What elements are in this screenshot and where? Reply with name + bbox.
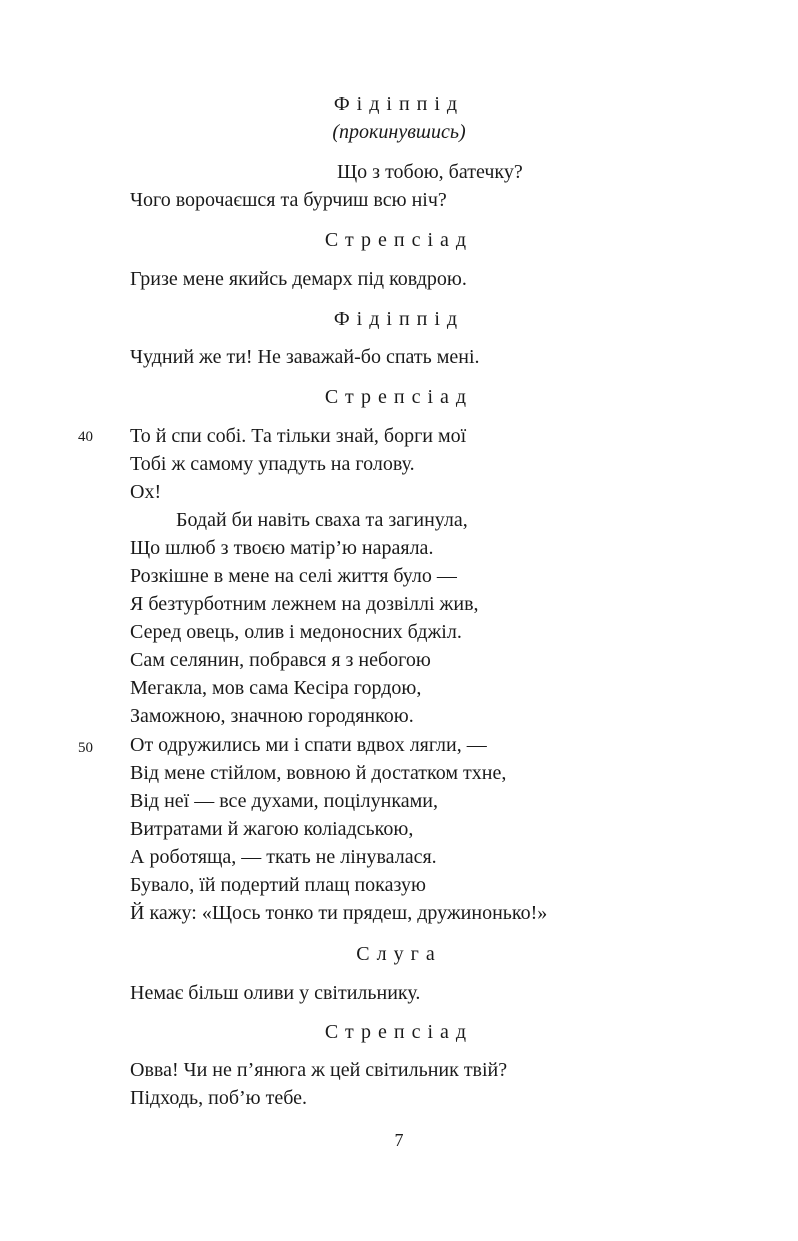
verse-line: Гризе мене якийсь демарх під ковдрою. bbox=[130, 268, 467, 290]
verse-line: Чудний же ти! Не заважай-бо спать мені. bbox=[130, 346, 480, 368]
verse-line: Немає більш оливи у світильнику. bbox=[130, 982, 421, 1004]
verse-line: А роботяща, — ткать не лінувалася. bbox=[130, 846, 437, 868]
verse-line: Сам селянин, побрався я з небогою bbox=[130, 649, 431, 671]
verse-line: От одружились ми і спати вдвох лягли, — bbox=[130, 734, 487, 756]
verse-line: Овва! Чи не п’янюга ж цей світильник твій? bbox=[130, 1059, 508, 1081]
verse-line: Від мене стійлом, вовною й достатком тхне, bbox=[130, 762, 507, 784]
verse-line: Бувало, їй подертий плащ показую bbox=[130, 874, 426, 896]
verse-line: Бодай би навіть сваха та загинула, bbox=[176, 509, 468, 531]
speaker-strepsiad: Стрепсіад bbox=[324, 1021, 474, 1043]
page-number: 7 bbox=[394, 1130, 404, 1150]
verse-line: Що шлюб з твоєю матір’ю нараяла. bbox=[130, 537, 434, 559]
verse-line: Ох! bbox=[130, 481, 162, 503]
speaker-fidippid: Фідіппід bbox=[333, 308, 465, 330]
verse-line: Я безтурботним лежнем на дозвіллі жив, bbox=[130, 593, 479, 615]
line-number-40: 40 bbox=[78, 429, 93, 445]
verse-line: Від неї — все духами, поцілунками, bbox=[130, 790, 438, 812]
speaker-strepsiad: Стрепсіад bbox=[324, 386, 474, 408]
line-number-50: 50 bbox=[78, 740, 93, 756]
verse-line: Чого ворочаєшся та бурчиш всю ніч? bbox=[130, 189, 447, 211]
verse-line: Розкішне в мене на селі життя було — bbox=[130, 565, 457, 587]
verse-line: Серед овець, олив і медоносних бджіл. bbox=[130, 621, 462, 643]
speaker-fidippid: Фідіппід bbox=[333, 93, 465, 115]
verse-line: Й кажу: «Щось тонко ти прядеш, дружинонько!» bbox=[130, 902, 548, 924]
verse-line: Тобі ж самому упадуть на голову. bbox=[130, 453, 415, 475]
verse-line: Що з тобою, батечку? bbox=[337, 161, 523, 183]
speaker-strepsiad: Стрепсіад bbox=[324, 229, 474, 251]
verse-line: Заможною, значною городянкою. bbox=[130, 705, 414, 727]
speaker-sluga: Слуга bbox=[356, 943, 442, 965]
stage-direction: (прокинувшись) bbox=[332, 121, 466, 143]
verse-line: Мегакла, мов сама Кесіра гордою, bbox=[130, 677, 422, 699]
verse-line: То й спи собі. Та тільки знай, борги мої bbox=[130, 425, 467, 447]
verse-line: Витратами й жагою коліадською, bbox=[130, 818, 414, 840]
verse-line: Підходь, поб’ю тебе. bbox=[130, 1087, 308, 1109]
